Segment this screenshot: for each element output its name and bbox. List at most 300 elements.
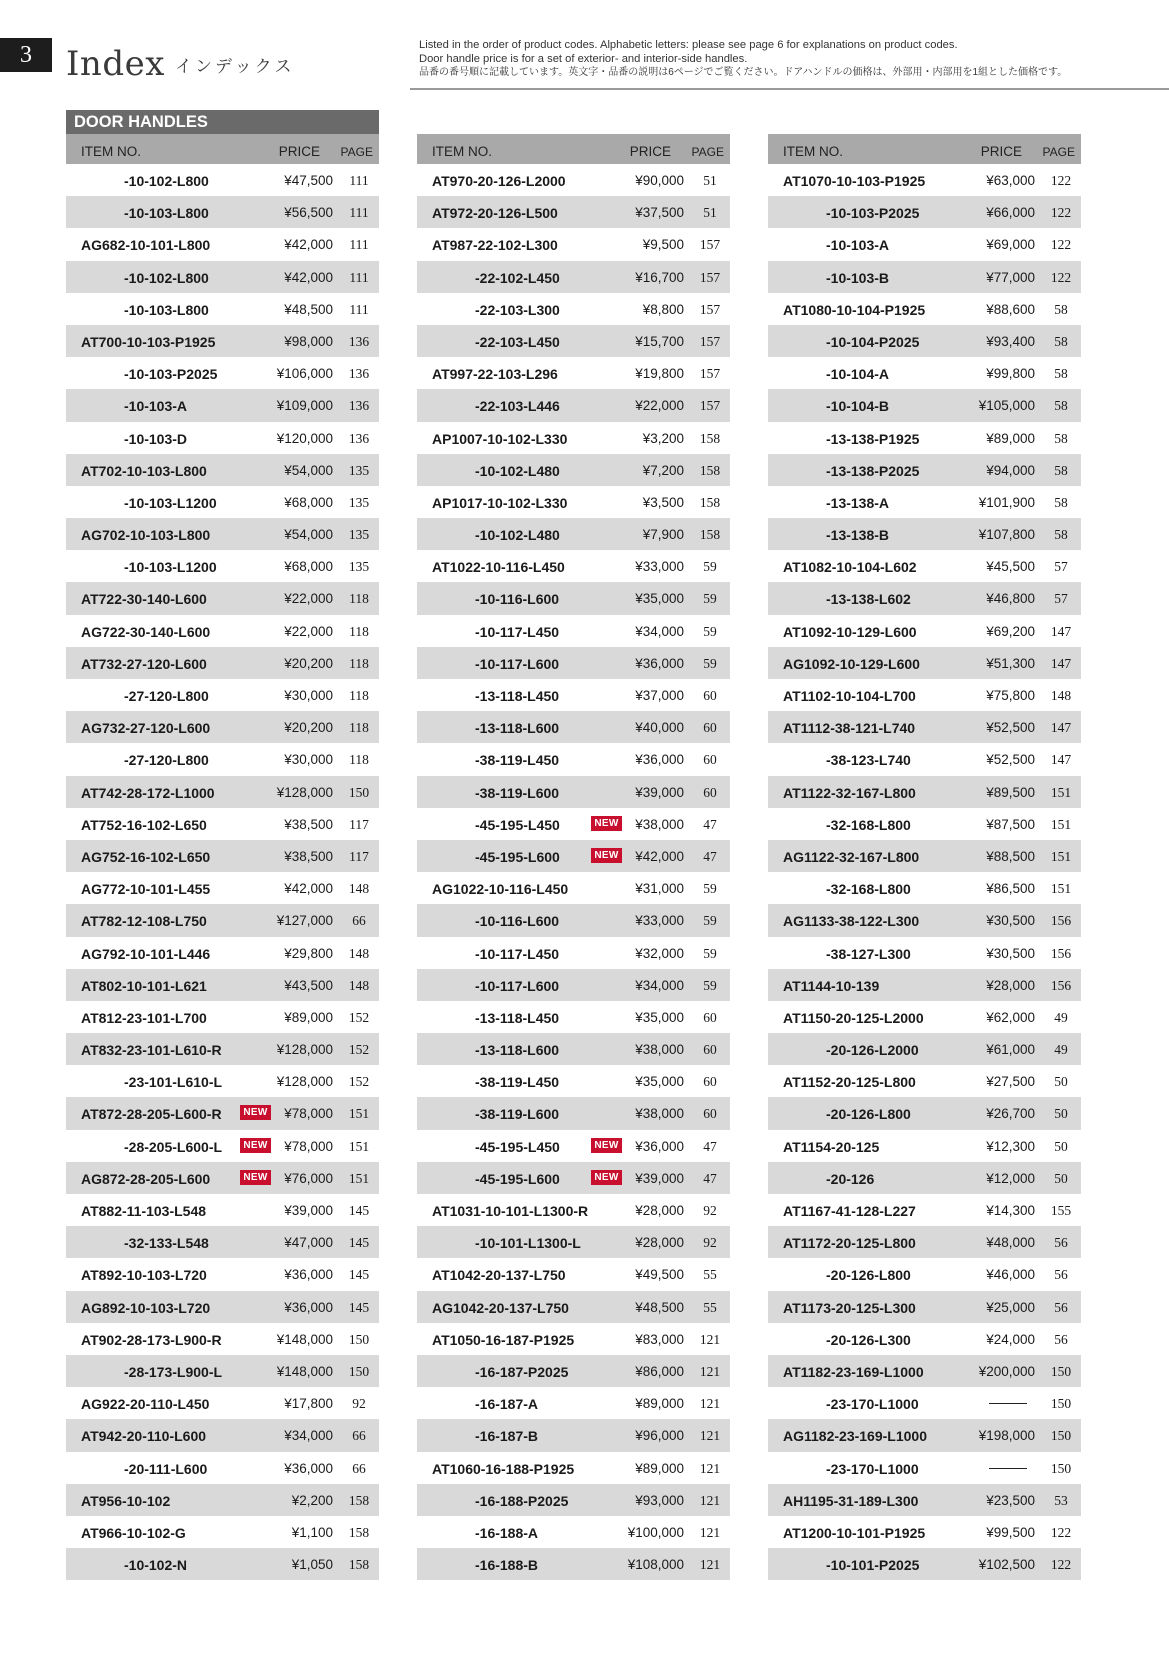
- item-number: AG1022-10-116-L450: [432, 881, 569, 898]
- page-ref: 145: [348, 1299, 370, 1315]
- item-number: -13-118-L450: [475, 688, 560, 704]
- page-ref: 152: [348, 1042, 370, 1058]
- header-item: ITEM NO.: [432, 144, 492, 159]
- price: ¥86,000: [635, 1363, 684, 1379]
- price: ¥108,000: [627, 1557, 684, 1573]
- item-number: -45-195-L450: [475, 1138, 560, 1155]
- price: ¥63,000: [986, 173, 1035, 188]
- page-ref: 51: [703, 173, 717, 188]
- page-ref: 59: [703, 945, 717, 961]
- item-number: AT1022-10-116-L450: [432, 559, 565, 576]
- price: ¥38,500: [284, 848, 333, 864]
- page-ref: 58: [1054, 398, 1068, 414]
- page-ref: 145: [348, 1267, 370, 1283]
- page-ref: 121: [699, 1428, 721, 1444]
- item-number: -10-103-P2025: [124, 366, 218, 383]
- page-ref: 157: [699, 301, 721, 317]
- page-ref: 59: [703, 977, 717, 993]
- page-ref: 136: [348, 398, 370, 414]
- price: ¥8,800: [642, 301, 684, 317]
- page-number: 3: [0, 38, 52, 72]
- price: ¥107,800: [978, 527, 1035, 543]
- page-ref: 111: [349, 301, 369, 317]
- page-ref: 58: [1054, 462, 1068, 478]
- table-row: [417, 164, 730, 196]
- item-number: -10-103-D: [124, 430, 188, 447]
- price: ¥37,000: [635, 688, 684, 703]
- table-row: [66, 454, 379, 486]
- page-ref: 157: [699, 237, 721, 253]
- page-ref: 57: [1054, 591, 1068, 607]
- price: ¥86,500: [986, 881, 1035, 897]
- item-number: AT882-11-103-L548: [81, 1203, 207, 1219]
- page-ref: 118: [349, 720, 369, 736]
- table-row: [417, 454, 730, 486]
- page-ref: 136: [348, 366, 370, 382]
- price: ¥20,200: [284, 655, 333, 671]
- page-ref: 59: [703, 559, 717, 575]
- item-number: AT970-20-126-L2000: [432, 173, 566, 189]
- price: ¥89,500: [986, 784, 1035, 800]
- price: ¥83,000: [635, 1331, 684, 1347]
- table-row: [66, 647, 379, 679]
- table-row: [66, 1548, 379, 1580]
- table-row: [66, 840, 379, 872]
- price: ¥78,000: [284, 1138, 333, 1154]
- item-number: -32-168-L800: [826, 881, 911, 898]
- item-number: AT1200-10-101-P1925: [783, 1524, 926, 1541]
- item-number: AT997-22-103-L296: [432, 366, 558, 383]
- price: ¥36,000: [635, 752, 684, 768]
- item-number: -38-119-L450: [475, 1074, 560, 1091]
- table-row: [417, 1387, 730, 1419]
- table-row: [768, 1226, 1081, 1258]
- table-row: [66, 904, 379, 936]
- price: ¥43,500: [284, 977, 333, 993]
- table-row: [417, 1033, 730, 1065]
- note-line: Listed in the order of product codes. Alphabetic letters: please see page 6 for explanations on product codes.: [419, 39, 958, 51]
- price: ¥100,000: [627, 1524, 684, 1540]
- item-number: AT1167-41-128-L227: [783, 1203, 916, 1219]
- item-number: -13-118-L450: [475, 1009, 560, 1026]
- page-ref: 157: [699, 269, 721, 285]
- table-row: [417, 1001, 730, 1033]
- price: ¥35,000: [635, 1009, 684, 1025]
- page-ref: 152: [348, 1009, 370, 1025]
- table-row: [768, 582, 1081, 614]
- page-ref: 157: [699, 333, 721, 349]
- table-row: [768, 1130, 1081, 1162]
- price: ¥89,000: [635, 1460, 684, 1476]
- price: ¥42,000: [284, 881, 333, 897]
- page-ref: 47: [703, 816, 717, 832]
- page-ref: 55: [703, 1267, 717, 1283]
- table-row: [417, 711, 730, 743]
- table-row: [768, 1548, 1081, 1580]
- page-ref: 118: [349, 655, 369, 671]
- table-row: [417, 1516, 730, 1548]
- item-number: AT1050-16-187-P1925: [432, 1331, 575, 1348]
- page-ref: 151: [1050, 816, 1072, 832]
- page-ref: 156: [1050, 977, 1072, 993]
- table-row: [417, 1162, 730, 1194]
- price: ¥106,000: [276, 366, 333, 382]
- item-number: AT1112-38-121-L740: [783, 720, 916, 737]
- table-row: [66, 486, 379, 518]
- table-row: [66, 679, 379, 711]
- item-number: AT1122-32-167-L800: [783, 784, 916, 801]
- item-number: AG1182-23-169-L1000: [783, 1428, 927, 1445]
- item-number: -20-126-L800: [826, 1267, 911, 1284]
- page-ref: 121: [699, 1557, 721, 1573]
- price: ¥48,500: [284, 301, 333, 317]
- page-ref: 158: [348, 1557, 370, 1573]
- price: ¥54,000: [284, 527, 333, 543]
- table-row: [768, 808, 1081, 840]
- price: ¥127,000: [276, 913, 333, 929]
- table-row: [417, 422, 730, 454]
- price: ¥30,500: [986, 913, 1035, 929]
- price: ¥51,300: [986, 655, 1035, 671]
- header-page: PAGE: [1042, 145, 1075, 159]
- price: ¥88,500: [986, 848, 1035, 864]
- table-row: [768, 872, 1081, 904]
- item-number: AG1122-32-167-L800: [783, 848, 920, 865]
- item-number: -13-138-B: [826, 527, 890, 544]
- item-number: -20-126-L2000: [826, 1042, 919, 1059]
- item-number: -22-103-L300: [475, 301, 560, 318]
- page-ref: 56: [1054, 1299, 1068, 1315]
- price: ¥30,500: [986, 945, 1035, 961]
- table-row: [417, 776, 730, 808]
- item-number: AT732-27-120-L600: [81, 655, 207, 672]
- table-row: [768, 1323, 1081, 1355]
- table-row: [768, 1001, 1081, 1033]
- price: ¥34,000: [635, 623, 684, 639]
- item-number: AT1102-10-104-L700: [783, 688, 916, 704]
- item-number: -10-104-B: [826, 398, 890, 415]
- item-number: -27-120-L800: [124, 752, 209, 769]
- item-number: AT802-10-101-L621: [81, 977, 207, 994]
- item-number: AG682-10-101-L800: [81, 237, 211, 254]
- price: ¥39,000: [635, 1170, 684, 1186]
- price: ¥36,000: [635, 1138, 684, 1154]
- table-row: [768, 1162, 1081, 1194]
- price: ¥36,000: [284, 1267, 333, 1283]
- price: ¥77,000: [986, 269, 1035, 285]
- page-ref: 47: [703, 1170, 717, 1186]
- page-ref: 59: [703, 655, 717, 671]
- price: ¥3,500: [642, 494, 684, 510]
- table-row: [66, 1033, 379, 1065]
- item-number: -10-103-L1200: [124, 559, 217, 576]
- item-number: AT700-10-103-P1925: [81, 333, 216, 350]
- price: ¥36,000: [284, 1460, 333, 1476]
- page-ref: 151: [348, 1170, 370, 1186]
- item-number: -10-102-N: [124, 1557, 188, 1574]
- page-ref: 156: [1050, 945, 1072, 961]
- price: ¥96,000: [635, 1428, 684, 1444]
- page-ref: 92: [352, 1396, 366, 1412]
- page-ref: 111: [349, 205, 369, 221]
- item-number: AG922-20-110-L450: [81, 1396, 210, 1413]
- price: ¥39,000: [635, 784, 684, 800]
- page-ref: 60: [703, 688, 717, 703]
- item-number: AT742-28-172-L1000: [81, 784, 215, 801]
- page-ref: 148: [348, 881, 370, 897]
- item-number: -10-117-L450: [475, 623, 560, 640]
- item-number: -22-103-L446: [475, 398, 560, 415]
- page-ref: 111: [349, 237, 369, 253]
- table-row: [768, 196, 1081, 228]
- item-number: -45-195-L600: [475, 848, 560, 865]
- page-ref: 158: [699, 462, 721, 478]
- header-price: PRICE: [629, 144, 671, 159]
- price: ¥39,000: [284, 1203, 333, 1218]
- page-ref: 66: [352, 1460, 366, 1476]
- table-header: [417, 134, 730, 164]
- item-number: -38-119-L600: [475, 784, 560, 801]
- table-row: [66, 582, 379, 614]
- page-ref: 152: [348, 1074, 370, 1090]
- price: ¥89,000: [635, 1396, 684, 1412]
- table-row: [768, 1452, 1081, 1484]
- price: ¥68,000: [284, 494, 333, 510]
- price: ¥93,400: [986, 333, 1035, 349]
- table-row: [768, 486, 1081, 518]
- price: ¥1,100: [291, 1524, 333, 1540]
- table-row: [417, 261, 730, 293]
- item-number: -10-103-P2025: [826, 205, 920, 222]
- table-row: [768, 969, 1081, 1001]
- item-number: AT956-10-102: [81, 1492, 171, 1509]
- page-ref: 58: [1054, 430, 1068, 446]
- page-ref: 158: [348, 1524, 370, 1540]
- page-ref: 59: [703, 623, 717, 639]
- page-ref: 151: [348, 1106, 370, 1122]
- page-ref: 135: [348, 494, 370, 510]
- page-ref: 157: [699, 398, 721, 414]
- item-number: -20-126-L800: [826, 1106, 911, 1123]
- table-row: [768, 1419, 1081, 1451]
- table-row: [768, 325, 1081, 357]
- price: ¥93,000: [635, 1492, 684, 1508]
- table-row: [417, 1226, 730, 1258]
- table-row: [768, 615, 1081, 647]
- item-number: -16-187-A: [475, 1396, 539, 1413]
- table-row: [66, 1419, 379, 1451]
- item-number: -10-102-L480: [475, 462, 560, 479]
- table-row: [417, 969, 730, 1001]
- price: ¥29,800: [284, 945, 333, 961]
- item-number: -20-126-L300: [826, 1331, 911, 1348]
- price: ¥88,600: [986, 301, 1035, 317]
- table-row: [66, 261, 379, 293]
- table-row: [768, 904, 1081, 936]
- table-row: [66, 711, 379, 743]
- item-number: AT812-23-101-L700: [81, 1009, 207, 1026]
- page-ref: 59: [703, 591, 717, 607]
- item-number: AT987-22-102-L300: [432, 237, 558, 254]
- item-number: AG1133-38-122-L300: [783, 913, 920, 930]
- price: ¥36,000: [284, 1299, 333, 1315]
- item-number: -32-168-L800: [826, 816, 911, 833]
- item-number: -10-116-L600: [475, 591, 560, 608]
- page-ref: 158: [699, 527, 721, 543]
- price: ¥90,000: [635, 173, 684, 188]
- table-row: [417, 1065, 730, 1097]
- item-number: -10-117-L450: [475, 945, 560, 962]
- header-item: ITEM NO.: [81, 144, 141, 159]
- price: ¥23,500: [986, 1492, 1035, 1508]
- table-row: [66, 518, 379, 550]
- table-row: [66, 293, 379, 325]
- page-ref: 150: [348, 784, 370, 800]
- page-ref: 50: [1054, 1106, 1068, 1122]
- new-badge: NEW: [240, 1170, 271, 1185]
- price: ¥99,800: [986, 366, 1035, 382]
- item-number: -13-138-L602: [826, 591, 911, 608]
- page-ref: 59: [703, 881, 717, 897]
- price: ¥75,800: [986, 688, 1035, 703]
- price: ¥54,000: [284, 462, 333, 478]
- table-row: [417, 679, 730, 711]
- page-ref: 117: [349, 848, 369, 864]
- page-ref: 47: [703, 848, 717, 864]
- price: ¥94,000: [986, 462, 1035, 478]
- page-ref: 56: [1054, 1331, 1068, 1347]
- table-row: [768, 293, 1081, 325]
- item-number: AT1182-23-169-L1000: [783, 1363, 924, 1380]
- price: ¥26,700: [986, 1106, 1035, 1122]
- price: ¥42,000: [284, 237, 333, 253]
- price: ¥30,000: [284, 688, 333, 703]
- page-ref: 58: [1054, 494, 1068, 510]
- table-row: [417, 1419, 730, 1451]
- price: ¥46,000: [986, 1267, 1035, 1283]
- price: ¥2,200: [291, 1492, 333, 1508]
- item-number: AT1031-10-101-L1300-R: [432, 1203, 589, 1219]
- table-row: [768, 422, 1081, 454]
- price: ¥128,000: [276, 1074, 333, 1090]
- price: ¥28,000: [635, 1235, 684, 1251]
- price: ¥24,000: [986, 1331, 1035, 1347]
- item-number: AT902-28-173-L900-R: [81, 1331, 222, 1348]
- new-badge: NEW: [240, 1138, 271, 1153]
- table-row: [66, 776, 379, 808]
- item-number: -13-138-P1925: [826, 430, 920, 447]
- page-ref: 55: [703, 1299, 717, 1315]
- price: ¥35,000: [635, 1074, 684, 1090]
- table-row: [417, 647, 730, 679]
- item-number: -13-118-L600: [475, 1042, 560, 1059]
- table-row: [768, 1516, 1081, 1548]
- price: ¥35,000: [635, 591, 684, 607]
- table-row: [66, 615, 379, 647]
- price: ¥9,500: [642, 237, 684, 253]
- page-ref: 60: [703, 1009, 717, 1025]
- price: ¥69,000: [986, 237, 1035, 253]
- page-ref: 150: [1050, 1428, 1072, 1444]
- table-row: [417, 840, 730, 872]
- price: ¥66,000: [986, 205, 1035, 221]
- price: ¥49,500: [635, 1267, 684, 1283]
- page-ref: 121: [699, 1492, 721, 1508]
- table-row: [768, 357, 1081, 389]
- new-badge: NEW: [591, 816, 622, 831]
- table-row: [66, 196, 379, 228]
- item-number: -45-195-L450: [475, 816, 560, 833]
- price: ¥101,900: [978, 494, 1035, 510]
- table-row: [768, 776, 1081, 808]
- page-ref: 59: [703, 913, 717, 929]
- item-number: AT972-20-126-L500: [432, 205, 558, 222]
- price: ¥1,050: [291, 1557, 333, 1573]
- item-number: AT1070-10-103-P1925: [783, 173, 926, 189]
- item-number: AG792-10-101-L446: [81, 945, 211, 962]
- price: ¥98,000: [284, 333, 333, 349]
- table-row: [768, 711, 1081, 743]
- item-number: AT1172-20-125-L800: [783, 1235, 916, 1252]
- table-row: [66, 1065, 379, 1097]
- page-ref: 158: [699, 494, 721, 510]
- page-ref: 118: [349, 688, 369, 703]
- item-number: -10-103-B: [826, 269, 890, 286]
- item-number: AT966-10-102-G: [81, 1524, 186, 1541]
- item-number: AP1017-10-102-L330: [432, 494, 568, 511]
- page-ref: 60: [703, 784, 717, 800]
- note-line: 品番の番号順に記載しています。英文字・品番の説明は6ページでご覧ください。ドアハンドルの価格は、外部用・内部用を1組とした価格です。: [419, 67, 1068, 78]
- table-row: [768, 550, 1081, 582]
- page-ref: 150: [1050, 1460, 1072, 1476]
- price: ¥120,000: [276, 430, 333, 446]
- item-number: AT832-23-101-L610-R: [81, 1042, 222, 1059]
- item-number: -10-117-L600: [475, 655, 560, 672]
- note-line: Door handle price is for a set of exterior- and interior-side handles.: [419, 53, 748, 65]
- price: ¥76,000: [284, 1170, 333, 1186]
- table-row: [417, 1323, 730, 1355]
- item-number: AT1150-20-125-L2000: [783, 1009, 924, 1026]
- page-ref: 92: [703, 1235, 717, 1251]
- page-ref: 60: [703, 1106, 717, 1122]
- table-row: [66, 1387, 379, 1419]
- table-row: [768, 743, 1081, 775]
- header-item: ITEM NO.: [783, 144, 843, 159]
- page-ref: 60: [703, 752, 717, 768]
- page-ref: 158: [699, 430, 721, 446]
- page-ref: 151: [1050, 881, 1072, 897]
- page-ref: 122: [1050, 1524, 1072, 1540]
- table-row: [66, 357, 379, 389]
- table-row: [768, 1097, 1081, 1129]
- page-ref: 121: [699, 1524, 721, 1540]
- price: ¥45,500: [986, 559, 1035, 575]
- table-row: [66, 1162, 379, 1194]
- item-number: -13-138-P2025: [826, 462, 920, 479]
- table-row: [768, 454, 1081, 486]
- price: ¥34,000: [284, 1428, 333, 1444]
- item-number: -10-101-P2025: [826, 1557, 920, 1574]
- price: ¥37,500: [635, 205, 684, 221]
- price: ¥19,800: [635, 366, 684, 382]
- price: ¥38,000: [635, 1042, 684, 1058]
- table-row: [768, 1484, 1081, 1516]
- page-ref: 145: [348, 1203, 370, 1218]
- page-ref: 53: [1054, 1492, 1068, 1508]
- item-number: AG772-10-101-L455: [81, 881, 211, 898]
- item-number: -10-104-A: [826, 366, 890, 383]
- page-ref: 121: [699, 1331, 721, 1347]
